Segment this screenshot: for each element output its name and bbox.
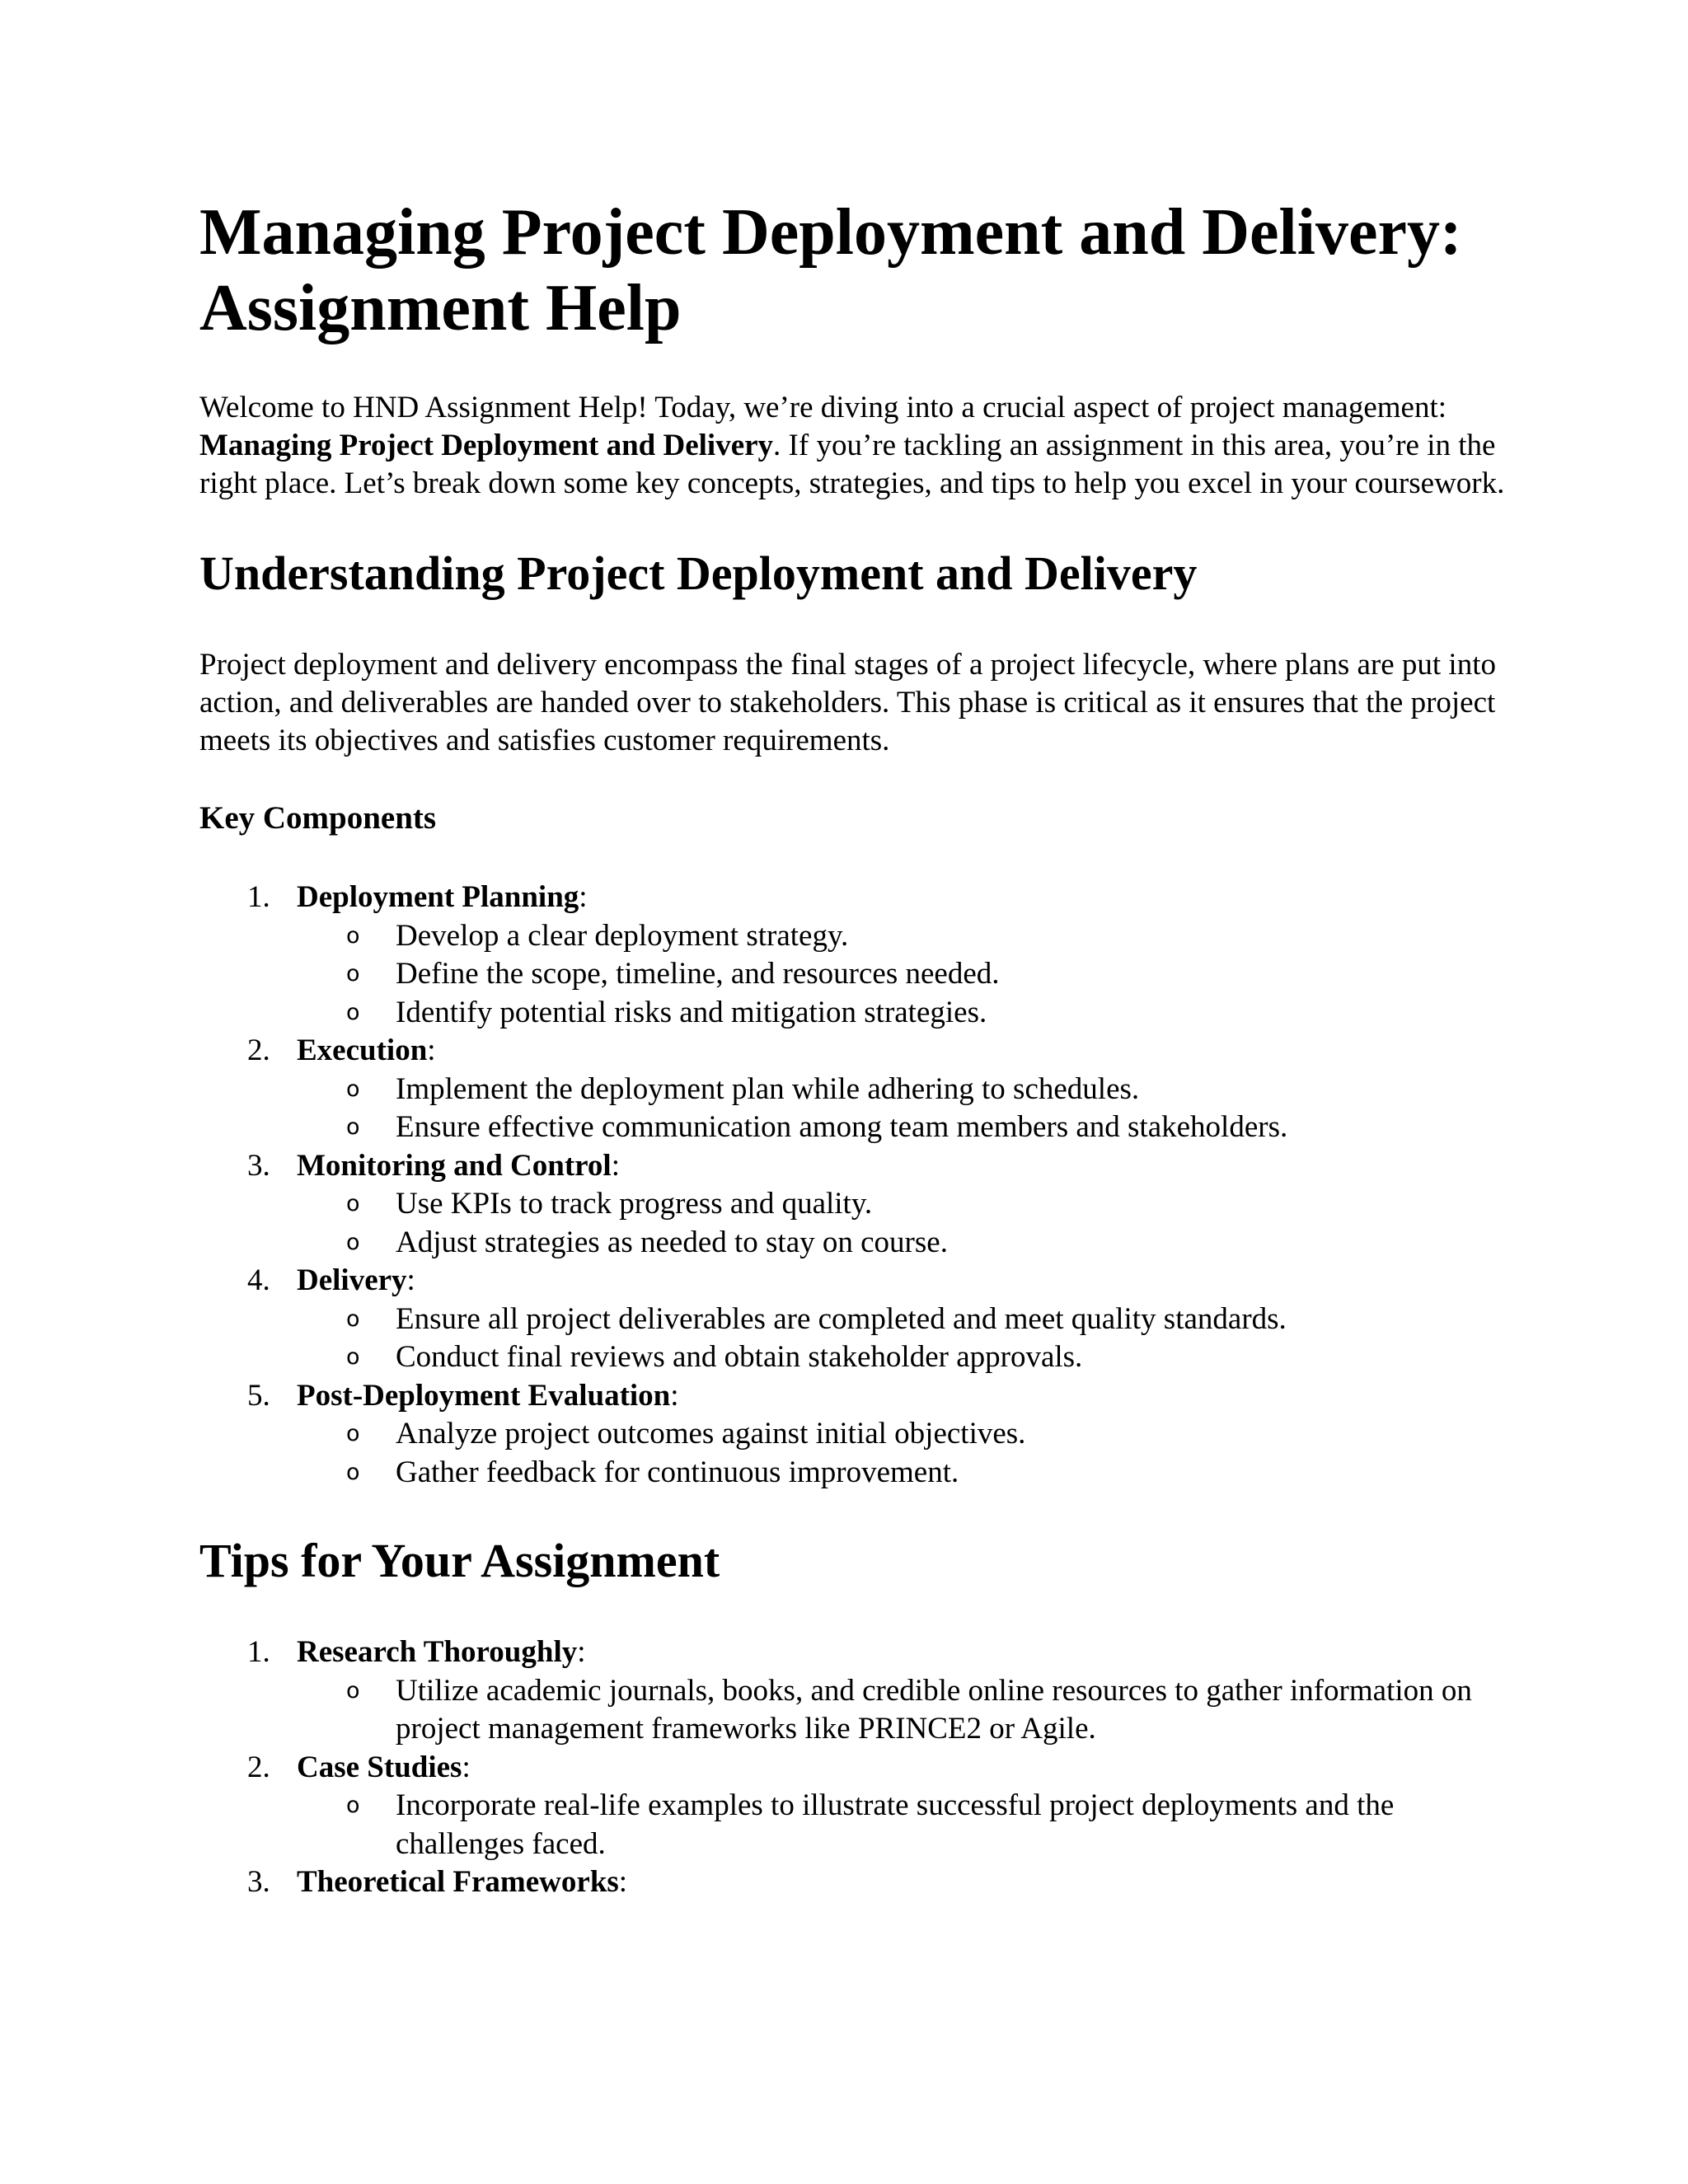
list-item [199, 1032, 1510, 1147]
bullet-icon: o [346, 1191, 360, 1216]
intro-bold-topic: Managing Project Deployment and Delivery [199, 429, 774, 462]
bullet-icon: o [346, 1677, 360, 1704]
sub-list-item-text: Analyze project outcomes against initial objectives. [396, 1417, 1026, 1451]
subheading-key-components: Key Components [199, 800, 437, 836]
list-item-number: 2. [247, 1750, 270, 1784]
sub-list [297, 1071, 1510, 1147]
sub-list-item [297, 1338, 1510, 1377]
sub-list [297, 1672, 1510, 1749]
sub-list-item [297, 1071, 1510, 1109]
list-item [199, 1749, 1510, 1864]
sub-list-item-text: Adjust strategies as needed to stay on course. [396, 1225, 948, 1259]
list-item-title: Delivery [297, 1263, 407, 1297]
bullet-icon: o [346, 961, 360, 987]
list-item-colon: : [611, 1148, 620, 1183]
sub-list-item-text: Ensure all project deliverables are completed and meet quality standards. [396, 1301, 1287, 1336]
bullet-icon: o [346, 1114, 360, 1140]
list-item [199, 1147, 1510, 1263]
bullet-icon: o [346, 1459, 360, 1485]
list-item [199, 1377, 1510, 1493]
list-item-title: Monitoring and Control [297, 1148, 612, 1183]
sub-list-item-text: Incorporate real-life examples to illustrate successful project deployments and the challenges faced. [396, 1788, 1395, 1861]
list-item-title: Case Studies [297, 1750, 462, 1784]
list-item [199, 879, 1510, 1032]
list-item-title: Deployment Planning [297, 880, 579, 914]
list-item-title: Post-Deployment Evaluation [297, 1378, 671, 1413]
sub-list-item-text: Develop a clear deployment strategy. [396, 918, 849, 953]
list-item-number: 2. [247, 1033, 270, 1067]
sub-list-item-text: Conduct final reviews and obtain stakeholder approvals. [396, 1340, 1083, 1374]
sub-list-item [297, 1454, 1510, 1493]
list-item-number: 4. [247, 1263, 270, 1297]
list-item-number: 1. [247, 1635, 270, 1669]
list-item-title: Execution [297, 1033, 428, 1067]
list-item-number: 3. [247, 1148, 270, 1183]
sub-list-item [297, 1301, 1510, 1339]
sub-list [297, 1185, 1510, 1262]
sub-list-item [297, 1224, 1510, 1263]
tips-list [199, 1633, 1510, 1902]
bullet-icon: o [346, 1421, 360, 1446]
document-page [199, 194, 1510, 1902]
sub-list-item [297, 1185, 1510, 1224]
sub-list-item-text: Identify potential risks and mitigation strategies. [396, 995, 987, 1029]
key-components-list [199, 879, 1510, 1492]
sub-list-item [297, 1415, 1510, 1454]
list-item [199, 1633, 1510, 1749]
bullet-icon: o [346, 1229, 360, 1255]
sub-list [297, 1301, 1510, 1377]
list-item-colon: : [462, 1750, 471, 1784]
list-item-title: Theoretical Frameworks [297, 1865, 619, 1899]
bullet-icon: o [346, 1305, 360, 1332]
sub-list-item-text: Implement the deployment plan while adhering to schedules. [396, 1071, 1140, 1106]
intro-text-end: . If you’re tackling an assignment in this area, you’re in the right place. Let’s break down some key concepts, strategies, and tips to help you excel in your coursework. [199, 429, 1505, 500]
bullet-icon: o [346, 999, 360, 1025]
sub-list [297, 917, 1510, 1033]
sub-list-item [297, 1787, 1510, 1863]
list-item [199, 1863, 1510, 1902]
list-item [199, 1262, 1510, 1377]
list-item-colon: : [406, 1263, 415, 1297]
list-item-number: 1. [247, 880, 270, 914]
list-item-colon: : [670, 1378, 679, 1413]
list-item-colon: : [618, 1865, 628, 1899]
section-heading-tips: Tips for Your Assignment [199, 1534, 720, 1587]
intro-paragraph [199, 389, 1510, 503]
sub-list-item [297, 917, 1510, 956]
sub-list-item-text: Utilize academic journals, books, and credible online resources to gather information on project management frameworks like PRINCE2 or Agile. [396, 1673, 1472, 1746]
bullet-icon: o [346, 922, 360, 949]
bullet-icon: o [346, 1793, 360, 1818]
sub-list-item [297, 1108, 1510, 1147]
bullet-icon: o [346, 1076, 360, 1102]
sub-list-item [297, 994, 1510, 1033]
sub-list-item-text: Ensure effective communication among team members and stakeholders. [396, 1110, 1288, 1144]
sub-list-item-text: Use KPIs to track progress and quality. [396, 1187, 873, 1221]
sub-list-item-text: Gather feedback for continuous improvement. [396, 1455, 959, 1489]
intro-text-start: Welcome to HND Assignment Help! Today, we’re diving into a crucial aspect of project management: [199, 391, 1447, 424]
section-body-understanding: Project deployment and delivery encompass the final stages of a project lifecycle, where plans are put into action, and deliverables are handed over to stakeholders. This phase is critical as it ensures that the project meets its objectives and satisfies customer requirements. [199, 648, 1496, 757]
page-title: Managing Project Deployment and Delivery: Assignment Help [199, 196, 1462, 344]
list-item-number: 3. [247, 1865, 270, 1899]
sub-list [297, 1787, 1510, 1863]
list-item-title: Research Thoroughly [297, 1635, 578, 1669]
bullet-icon: o [346, 1344, 360, 1370]
list-item-number: 5. [247, 1378, 270, 1413]
list-item-colon: : [577, 1635, 586, 1669]
sub-list-item [297, 955, 1510, 994]
section-heading-understanding: Understanding Project Deployment and Delivery [199, 546, 1198, 600]
sub-list [297, 1415, 1510, 1492]
sub-list-item [297, 1672, 1510, 1749]
list-item-colon: : [579, 880, 588, 914]
list-item-colon: : [427, 1033, 436, 1067]
sub-list-item-text: Define the scope, timeline, and resources needed. [396, 957, 1000, 991]
